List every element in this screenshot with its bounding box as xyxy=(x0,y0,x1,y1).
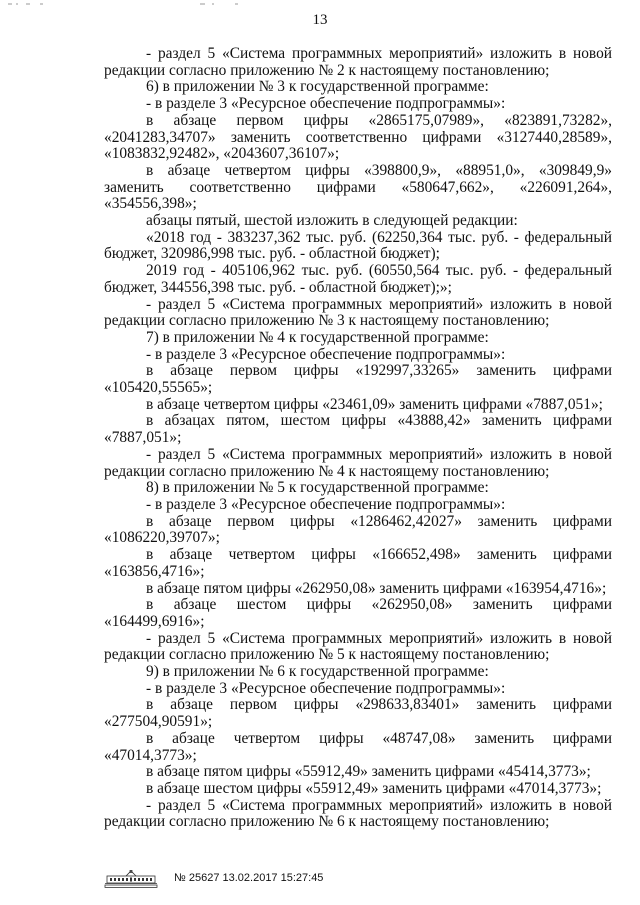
paragraph: - в разделе 3 «Ресурсное обеспечение подпрограммы»: xyxy=(146,679,506,697)
document-footer xyxy=(104,870,344,890)
paragraph: 9) в приложении № 6 к государственной программе: xyxy=(146,663,489,681)
registration-stamp: № 25627 13.02.2017 15:27:45 xyxy=(174,872,324,884)
paragraph: «2018 год - 383237,362 тыс. руб. (62250,364 тыс. руб. - федеральный бюджет, 320986,998 тыс. руб. - областной бюджет); xyxy=(104,228,612,263)
paragraph: в абзаце первом цифры «2865175,07989», «823891,73282», «2041283,34707» заменить соответственно цифрами «3127440,28589», «1083832,92482», «2043607,36107»; xyxy=(104,111,612,163)
paragraph: в абзацах пятом, шестом цифры «43888,42» заменить цифрами «7887,051»; xyxy=(104,412,612,447)
paragraph: в абзаце четвертом цифры «398800,9», «88951,0», «309849,9» заменить соответственно цифрами «580647,662», «226091,264», «354556,398»; xyxy=(104,161,612,213)
paragraph: - раздел 5 «Система программных мероприятий» изложить в новой редакции согласно приложению № 2 к настоящему постановлению; xyxy=(104,45,612,79)
paragraph: 6) в приложении № 3 к государственной программе: xyxy=(146,78,489,96)
page-number: 13 xyxy=(312,12,328,28)
paragraph: - раздел 5 «Система программных мероприятий» изложить в новой редакции согласно приложению № 5 к настоящему постановлению; xyxy=(104,629,612,664)
paragraph: в абзаце четвертом цифры «48747,08» заменить цифрами «47014,3773»; xyxy=(104,729,612,764)
paragraph: в абзаце шестом цифры «55912,49» заменить цифрами «47014,3773»; xyxy=(146,779,602,797)
paragraph: в абзаце четвертом цифры «166652,498» заменить цифрами «163856,4716»; xyxy=(104,546,612,580)
government-building-logo xyxy=(104,870,158,888)
paragraph: в абзаце первом цифры «298633,83401» заменить цифрами «277504,90591»; xyxy=(104,696,612,731)
paragraph: 2019 год - 405106,962 тыс. руб. (60550,564 тыс. руб. - федеральный бюджет, 344556,398 тыс. руб. - областной бюджет);»; xyxy=(104,262,612,296)
paragraph: - раздел 5 «Система программных мероприятий» изложить в новой редакции согласно приложению № 3 к настоящему постановлению; xyxy=(104,295,612,330)
paragraph: в абзаце первом цифры «1286462,42027» заменить цифрами «1086220,39707»; xyxy=(104,512,612,547)
paragraph: 8) в приложении № 5 к государственной программе: xyxy=(146,479,489,497)
paragraph: - в разделе 3 «Ресурсное обеспечение подпрограммы»: xyxy=(146,95,506,113)
paragraph: - раздел 5 «Система программных мероприятий» изложить в новой редакции согласно приложению № 4 к настоящему постановлению; xyxy=(104,445,612,480)
paragraph: в абзаце пятом цифры «55912,49» заменить цифрами «45414,3773»; xyxy=(146,763,591,781)
paragraph: - в разделе 3 «Ресурсное обеспечение подпрограммы»: xyxy=(146,345,506,363)
paragraph: в абзаце шестом цифры «262950,08» заменить цифрами «164499,6916»; xyxy=(104,596,612,630)
paragraph: - раздел 5 «Система программных мероприятий» изложить в новой редакции согласно приложению № 6 к настоящему постановлению; xyxy=(104,796,612,831)
paragraph: в абзаце четвертом цифры «23461,09» заменить цифрами «7887,051»; xyxy=(146,395,603,413)
document-body xyxy=(104,46,612,831)
paragraph: - в разделе 3 «Ресурсное обеспечение подпрограммы»: xyxy=(146,495,506,513)
paragraph: абзацы пятый, шестой изложить в следующей редакции: xyxy=(146,212,518,230)
paragraph: в абзаце первом цифры «192997,33265» заменить цифрами «105420,55565»; xyxy=(104,362,612,397)
scan-artifact-marks xyxy=(0,0,640,10)
paragraph: 7) в приложении № 4 к государственной программе: xyxy=(146,328,489,346)
paragraph: в абзаце пятом цифры «262950,08» заменить цифрами «163954,4716»; xyxy=(146,579,607,597)
